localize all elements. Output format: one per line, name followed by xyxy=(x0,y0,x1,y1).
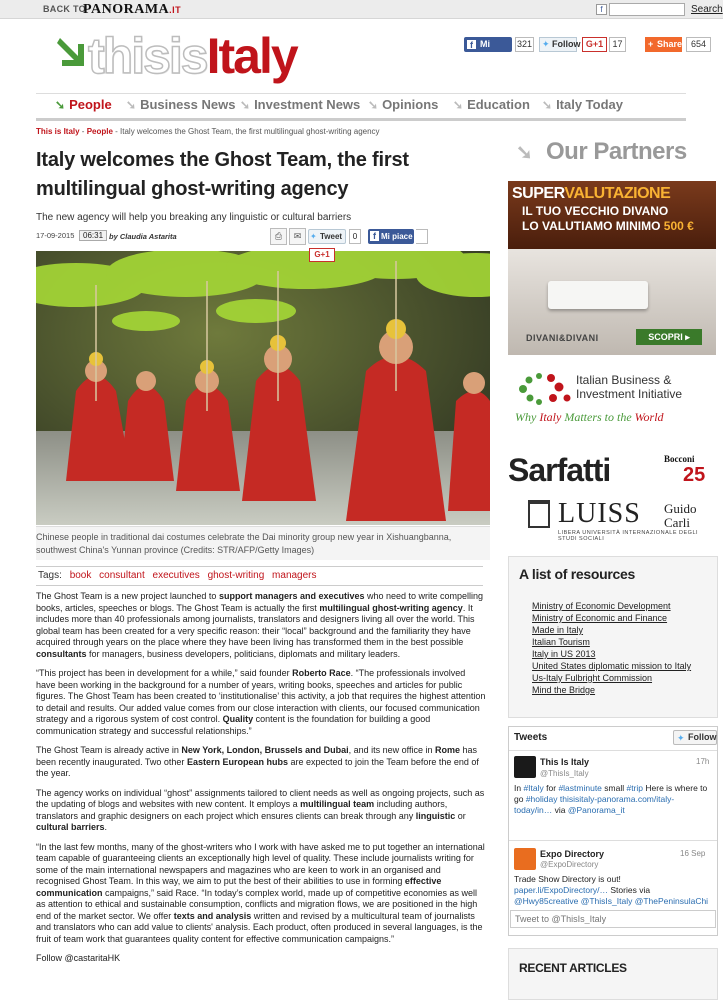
panorama-logo-link[interactable] xyxy=(83,2,181,18)
partners-title: Our Partners xyxy=(546,138,687,165)
panorama-name: PANORAMA xyxy=(83,2,170,17)
ad-brand: DIVANI&DIVANI xyxy=(526,333,599,343)
article-photo xyxy=(36,251,490,525)
paragraph: The agency works on individual “ghost” assignments tailored to client needs as well as ongoing projects, such as the updating of blogs and websites with new content. It employs a multilingual team including authors, translators and graphic designers on each project which ensures clients can break through any linguistic or cultural barriers. xyxy=(36,787,485,832)
arrow-icon: ➘ xyxy=(126,97,137,112)
divider xyxy=(509,840,717,841)
share-plus-icon: + xyxy=(648,39,654,49)
breadcrumb-sep: - xyxy=(112,127,121,136)
email-icon[interactable]: ✉ xyxy=(289,228,306,245)
nav-item-people[interactable] xyxy=(55,97,112,112)
resource-link[interactable]: Mind the Bridge xyxy=(532,685,596,695)
tweet-author[interactable]: This Is Italy xyxy=(540,757,590,767)
tags-bar xyxy=(36,566,483,586)
divani-advert[interactable] xyxy=(508,181,716,355)
share-button[interactable] xyxy=(645,37,682,52)
resources-title: A list of resources xyxy=(519,566,635,582)
facebook-like-button[interactable]: Mi piace xyxy=(368,229,414,244)
tweet-time[interactable]: 17h xyxy=(696,757,710,766)
resource-link[interactable]: Made in Italy xyxy=(532,625,584,635)
resource-link[interactable]: Ministry of Economic Development xyxy=(532,601,671,611)
avatar[interactable] xyxy=(514,848,536,870)
avatar[interactable] xyxy=(514,756,536,778)
site-logo[interactable] xyxy=(88,26,297,86)
paragraph: “In the last few months, many of the ghost-writers who I work with have asked me to put together an international team capable of guaranteeing clients an exceptionally high level of quality. These include journalists writing for some of the main international newspapers and magazines who are keen to work in an organised and recognised Ghost Team. In this way, we aim to put the best of their abilities to use in forming effective communication campaigns,” said Race. “In today’s complex world, made up of competitive economies as well as attention to ethical and sustainable consumption, conflicts and migration flows, we are positioned in the high end of the market sector. We offer texts and analysis written and revised by a multicultural team of journalists and translators who can add value to clients' analysis. Each product, often produced in several languages, is the fruit of team work that guarantees quality content for effective communication campaigns.” xyxy=(36,841,485,944)
facebook-icon: f xyxy=(467,40,476,49)
tag-link[interactable]: consultant xyxy=(99,570,145,581)
luiss-guido-carli: Guido Carli xyxy=(664,501,697,530)
divider xyxy=(509,750,717,751)
ad-scopri-button[interactable]: SCOPRI ▸ xyxy=(636,329,702,345)
logo-italy: Italy xyxy=(206,28,297,84)
tweet-button[interactable]: Tweet xyxy=(308,229,346,244)
sofa-image xyxy=(548,281,648,309)
tweet-handle[interactable]: @ExpoDirectory xyxy=(540,860,599,869)
main-nav xyxy=(36,93,686,121)
photo-caption: Chinese people in traditional dai costumes celebrate the Dai minority group new year in Xishuangbanna, southwest China's Yunnan province (Credits: STR/AFP/Getty Images) xyxy=(36,532,452,555)
article-subtitle: The new agency will help you breaking any linguistic or cultural barriers xyxy=(36,212,352,223)
article-author[interactable]: by Claudia Astarita xyxy=(109,232,177,241)
gplus-button[interactable]: G+1 xyxy=(582,37,607,52)
search-button[interactable]: Search xyxy=(691,4,723,15)
tweets-title: Tweets xyxy=(514,732,548,743)
sarfatti-number: 25 xyxy=(683,464,706,486)
nav-label: Business News xyxy=(140,97,236,112)
arrow-icon: ➘ xyxy=(55,97,66,112)
panorama-tld: .IT xyxy=(169,5,182,15)
nav-item-investment-news[interactable] xyxy=(240,97,360,112)
tag-link[interactable]: ghost-writing xyxy=(207,570,265,581)
ad-headline: SUPERVALUTAZIONE xyxy=(512,185,671,202)
breadcrumb-sep: - xyxy=(79,127,87,136)
facebook-like-count xyxy=(416,229,428,244)
facebook-like-count: 321 xyxy=(515,37,534,52)
tweet-input[interactable] xyxy=(510,910,716,928)
resource-link[interactable]: Italian Tourism xyxy=(532,637,590,647)
twitter-bird-icon: ✦ xyxy=(310,232,317,241)
tweet-text: Trade Show Directory is out! paper.li/ExpoDirectory/… Stories via @Hwy85creative @ThisIs_Italy @ThePeninsulaChi xyxy=(514,874,709,906)
share-count: 654 xyxy=(686,37,711,52)
arrow-icon: ➘ xyxy=(516,142,533,164)
nav-item-opinions[interactable] xyxy=(368,97,438,112)
share-label: Share xyxy=(657,39,683,49)
facebook-like-button[interactable]: Mi piace xyxy=(464,37,512,52)
arrow-icon: ➘ xyxy=(453,97,464,112)
twitter-bird-icon: ✦ xyxy=(542,39,550,49)
nav-label: Italy Today xyxy=(556,97,624,112)
tweet-time[interactable]: 16 Sep xyxy=(680,849,706,858)
paragraph: The Ghost Team is already active in New York, London, Brussels and Dubai, and its new office in Rome has been recently inaugurated. Two other Eastern European hubs are expected to join the Team before the end of the year. xyxy=(36,745,479,778)
paragraph: “This project has been in development for a while,” said founder Roberto Race. “The professionals involved have been working in the background for a number of years, writing books, speeches and articles for public figures. The Ghost Team has been created to ‘institutionalise’ this activity, a job that requires the highest attention to detail and results. Our added value comes from our close interaction with clients, our focused communication strategy and a rigorous system of cost control. Quality content is the foundation for building a good communication strategy and successful relationships.” xyxy=(36,668,486,736)
nav-label: People xyxy=(69,97,112,112)
twitter-follow-button[interactable]: Follow xyxy=(539,37,577,52)
resource-link[interactable]: Italy in US 2013 xyxy=(532,649,596,659)
sarfatti-logo[interactable] xyxy=(508,452,718,490)
resource-link[interactable]: United States diplomatic mission to Italy xyxy=(532,661,692,671)
luiss-word: LUISS xyxy=(558,498,641,529)
arrow-icon: ➘ xyxy=(542,97,553,112)
tag-link[interactable]: executives xyxy=(152,570,200,581)
nav-item-education[interactable] xyxy=(453,97,530,112)
tweet-text: In #Italy for #lastminute small #trip Here is where to go #holiday thisisitaly-panorama.com/italy-today/in… via @Panorama_it xyxy=(514,783,708,815)
gplus-count: 17 xyxy=(609,37,626,52)
sarfatti-word: Sarfatti xyxy=(508,452,611,488)
bocconi-word: Bocconi xyxy=(664,454,695,464)
arrow-icon: ➘ xyxy=(240,97,251,112)
breadcrumb-home[interactable]: This is Italy xyxy=(36,127,80,136)
author-follow[interactable]: Follow @castaritaHK xyxy=(36,953,121,963)
nav-item-italy-today[interactable] xyxy=(542,97,623,112)
search-input[interactable] xyxy=(609,3,685,16)
breadcrumb xyxy=(36,127,380,136)
recent-articles-title: RECENT ARTICLES xyxy=(519,961,627,975)
breadcrumb-section[interactable]: People xyxy=(86,127,113,136)
facebook-icon: f xyxy=(370,231,379,241)
ad-line: IL TUO VECCHIO DIVANO xyxy=(522,204,669,218)
twitter-bird-icon: ✦ xyxy=(677,733,685,743)
nav-label: Investment News xyxy=(254,97,361,112)
luiss-logo[interactable] xyxy=(528,498,708,542)
resource-link[interactable]: Ministry of Economic and Finance xyxy=(532,613,668,623)
top-bar xyxy=(0,0,723,19)
nav-label: Opinions xyxy=(382,97,439,112)
paragraph: The Ghost Team is a new project launched to support managers and executives who need to write compelling books, articles, speeches or blogs. The Ghost Team is actually the first multilingual ghost-writing agency. It includes more than 40 professionals among journalists, translators and designers living all over the world. This global team has been created for a very specific reason: their “local” background and the familiarity they have acquired through years on the place where they have been living has transformed them in the best possible consultants for managers, business developers, politicians, diplomats and military leaders. xyxy=(36,591,484,659)
column-icon xyxy=(528,500,550,528)
gplus-button[interactable]: G+1 xyxy=(309,248,335,262)
logo-arrow-icon xyxy=(57,34,87,68)
nav-item-business-news[interactable] xyxy=(126,97,235,112)
arrow-icon: ➘ xyxy=(368,97,379,112)
logo-thisis: thisis xyxy=(88,28,207,84)
nav-label: Education xyxy=(467,97,530,112)
resources-list xyxy=(532,600,691,696)
ad-line: LO VALUTIAMO MINIMO 500 € xyxy=(522,219,694,233)
article-body xyxy=(36,591,486,973)
luiss-subtitle: LIBERA UNIVERSITÀ INTERNAZIONALE DEGLI STUDI SOCIALI xyxy=(558,530,699,542)
resource-link[interactable]: Us-Italy Fulbright Commission xyxy=(532,673,653,683)
tweet-handle[interactable]: @ThisIs_Italy xyxy=(540,769,589,778)
ibii-tagline: Why Italy Matters to the World xyxy=(515,410,664,424)
article-time: 06:31 xyxy=(79,230,107,241)
facebook-icon[interactable]: f xyxy=(596,4,607,15)
tag-link[interactable]: managers xyxy=(272,570,317,581)
ibii-name[interactable]: Italian Business & Investment Initiative xyxy=(576,373,683,401)
twitter-follow-button[interactable]: Follow xyxy=(673,730,717,745)
print-icon[interactable]: ⎙ xyxy=(270,228,287,245)
article-title: Italy welcomes the Ghost Team, the first multilingual ghost-writing agency xyxy=(36,149,409,200)
ibii-logo-icon[interactable] xyxy=(515,371,575,407)
back-to-label: BACK TO xyxy=(43,4,86,14)
breadcrumb-current: Italy welcomes the Ghost Team, the first multilingual ghost-writing agency xyxy=(120,127,380,136)
tweet-count: 0 xyxy=(349,229,361,244)
tags-label: Tags: xyxy=(38,570,62,581)
tweet-author[interactable]: Expo Directory xyxy=(540,849,605,859)
article-date: 17-09-2015 xyxy=(36,231,75,240)
tag-link[interactable]: book xyxy=(69,570,92,581)
